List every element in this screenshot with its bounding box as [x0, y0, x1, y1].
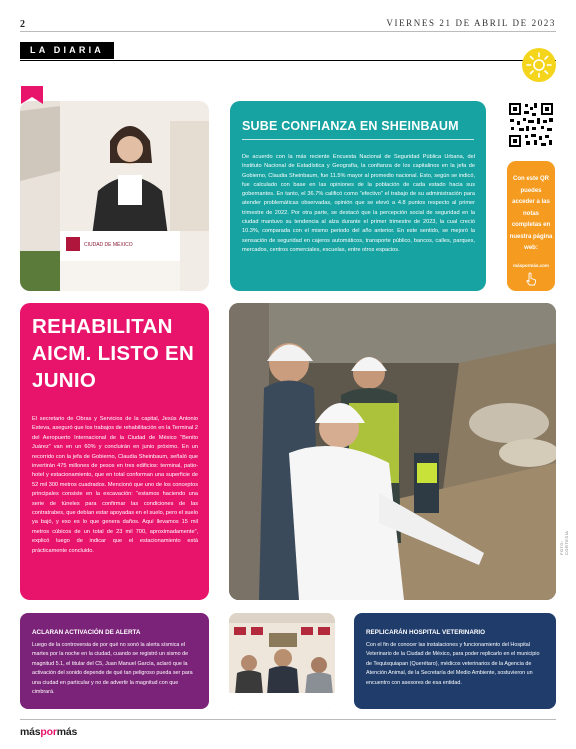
aicm-body: El secretario de Obras y Servicios de la capital, Jesús Antonio Esteva, aseguró que los trabajos de rehabilitación en la Terminal 2 del Aeropuerto Internacional de la Ciudad de México “Benito Juárez” van en un 60% y concluirán en junio próximo. En un recorrido con la jefa de Gobierno, Claudia Sheinbaum, señaló que invertirán 475 millones de pesos en tres edificios: terminal, patio-hotel y estacionamiento, que en total conforman una superficie de 52 mil 300 metros cuadrados. Mencionó que uno de los conceptos principales consiste en la excavación: “estamos haciendo una serie de túneles para confirmar las condiciones de las contratrabes, que debían estar apoyadas en el suelo, pero el suelo ya bajó, y eso es lo que genera daños. Aquí llevamos 15 mil metros cúbicos de un total de 23 mil 700, aproximadamente”, explicó luego de indicar que el estacionamiento está prácticamente concluido. — [32, 416, 198, 554]
footer-divider — [20, 719, 556, 720]
sheinbaum-podium-photo — [20, 101, 209, 291]
vet-body: Con el fin de conocer las instalaciones y funcionamiento del Hospital Veterinario de la Ciudad de México, para poder replicarlo en el municipio de Tequisquiapan (Querétaro), médicos veterinarios de la Agencia de Atención Animal, de la Secretaría del Medio Ambiente, sostuvieron un encuentro con asesores de esa entidad. — [366, 642, 540, 686]
qr-promo-box — [507, 161, 555, 291]
vet-title: REPLICARÁN HOSPITAL VETERINARIO — [366, 629, 486, 636]
page-number: 2 — [20, 19, 25, 30]
rehabilitan-aicm-box — [20, 303, 209, 600]
hospital-veterinario-box — [354, 613, 556, 709]
header-divider — [20, 31, 556, 32]
sube-body: De acuerdo con la más reciente Encuesta Nacional de Seguridad Pública Urbana, del Instituto Nacional de Estadística y Geografía, la confianza de los capitalinos en la jefa de Gobierno, Claudia Sheinbaum, fue 11.5% mayor al promedio nacional. Esto, según se indicó, fue calculado con base en las opiniones de la población de cada estado hacia sus gobernantes. En tanto, el 36.7% calificó como “efectivo” el trabajo de su administración para atender problemáticas observadas, opinión que se elevó a 4.8 puntos respecto al primer trimestre de 2022. Por otra parte, se destacó que la percepción social de seguridad en la ciudad mantuvo su tendencia al alza durante el primer trimestre de 2023, la cual creció 10.3%, comparada con el mismo periodo del año anterior. En este sentido, se mejoró la sensación de seguridad en cajeros automáticos, transporte público, bancos, calles, parques, mercados, centros comerciales, escuelas, entre otros espacios. — [242, 154, 475, 253]
photo-credit: FOTO: CORTESÍA — [559, 530, 569, 555]
hand-pointer-icon — [525, 272, 537, 286]
brand-part-1: más — [20, 726, 41, 738]
promo-text: Con este QR puedes acceder a las notas completas en nuestra página web: — [509, 176, 553, 251]
brand-part-2: por — [40, 726, 57, 738]
date-line: VIERNES 21 DE ABRIL DE 2023 — [386, 18, 556, 28]
sube-title: SUBE CONFIANZA EN SHEINBAUM — [242, 119, 459, 133]
aicm-headline: REHABILITAN AICM. LISTO EN JUNIO — [32, 315, 195, 392]
podium-sign: CIUDAD DE MÉXICO — [84, 242, 133, 248]
alerta-title: ACLARAN ACTIVACIÓN DE ALERTA — [32, 629, 141, 636]
sun-icon — [522, 48, 556, 82]
sube-divider — [242, 139, 474, 140]
promo-site-link[interactable]: máspormás.com — [513, 263, 549, 268]
press-conference-photo — [229, 613, 335, 709]
section-label: LA DIARIA — [20, 42, 114, 59]
pink-flag-icon — [21, 86, 43, 104]
brand-logo — [20, 726, 77, 738]
aicm-tunnel-photo — [229, 303, 556, 600]
section-divider — [20, 60, 556, 61]
qr-code-icon[interactable] — [507, 101, 555, 149]
alerta-body: Luego de la controversia de por qué no sonó la alerta sísmica el martes por la noche en la ciudad, cuando se registró un sismo de magnitud 5.1, el titular del C5, Juan Manuel García, aclaró que la activación del sonido depende de qué tan peligroso pueda ser para una ciudad en particular y no de advertir la magnitud con que cimbrará. — [32, 642, 193, 696]
sube-confianza-box — [230, 101, 486, 291]
brand-part-3: más — [56, 726, 78, 738]
aclaran-alerta-box — [20, 613, 209, 709]
